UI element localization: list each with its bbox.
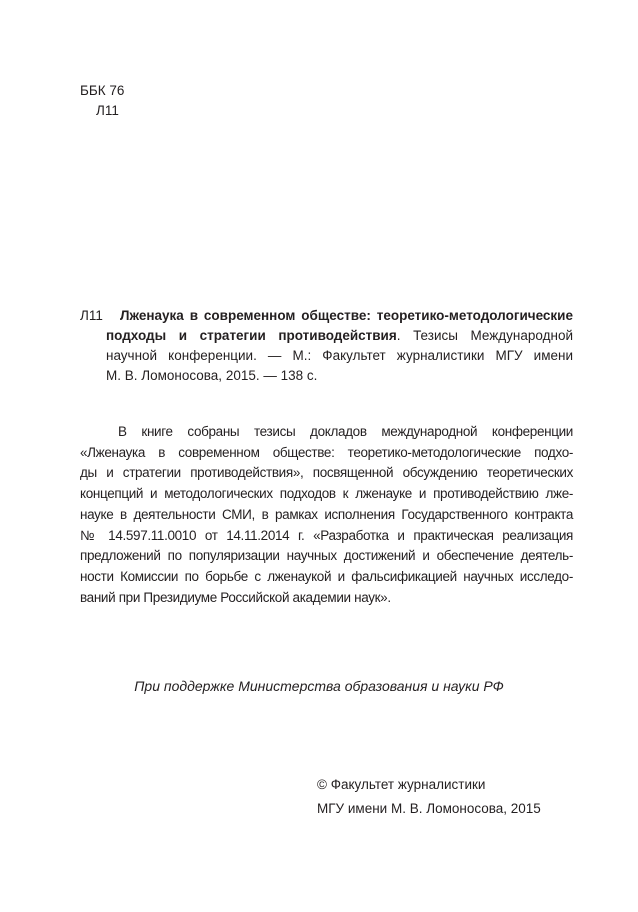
- abstract-line: предложений по популяризации научных достижений и обеспечение деятель-: [80, 548, 573, 564]
- abstract-line: В книге собраны тезисы докладов международной конференции: [118, 424, 573, 439]
- support-note: При поддержке Министерства образования и науки РФ: [134, 678, 504, 694]
- catalog-code: Л11: [80, 308, 103, 323]
- catalog-line-1: [80, 306, 573, 326]
- copyright-line-1: © Факультет журналистики: [317, 777, 486, 792]
- abstract-line: ваний при Президиуме Российской академии наук».: [80, 589, 391, 605]
- abstract-line: ности Комиссии по борьбе с лженаукой и фальсификацией научных исследо-: [80, 568, 573, 584]
- book-title-part-2: подходы и стратегии противодействия: [106, 328, 397, 343]
- abstract-line: «Лженаука в современном обществе: теоретико-методологические подхо-: [80, 444, 573, 460]
- abstract-line: концепций и методологических подходов к лженауке и противодействию лже-: [80, 486, 573, 502]
- catalog-line-3: научной конференции. — М.: Факультет журналистики МГУ имени: [106, 348, 573, 363]
- catalog-line-2: [80, 326, 573, 346]
- book-title-rest: . Тезисы Международной: [396, 328, 573, 343]
- bbk-index: ББК 76: [80, 83, 125, 98]
- abstract-line: науке в деятельности СМИ, в рамках исполнения Государственного контракта: [80, 506, 573, 522]
- author-mark: Л11: [96, 103, 119, 118]
- abstract-line: ды и стратегии противодействия», посвященной обсуждению теоретических: [80, 465, 573, 481]
- catalog-line-4: М. В. Ломоносова, 2015. — 138 с.: [106, 368, 318, 383]
- abstract-line: № 14.597.11.0010 от 14.11.2014 г. «Разработка и практическая реализация: [80, 527, 573, 543]
- book-title-part-1: Лженаука в современном обществе: теоретико-методологические: [120, 308, 573, 323]
- library-classification: [80, 81, 124, 121]
- copyright-line-2: МГУ имени М. В. Ломоносова, 2015: [317, 801, 541, 816]
- abstract-paragraph: [80, 422, 573, 608]
- copyright-block: [317, 773, 541, 821]
- catalog-entry: [80, 306, 573, 386]
